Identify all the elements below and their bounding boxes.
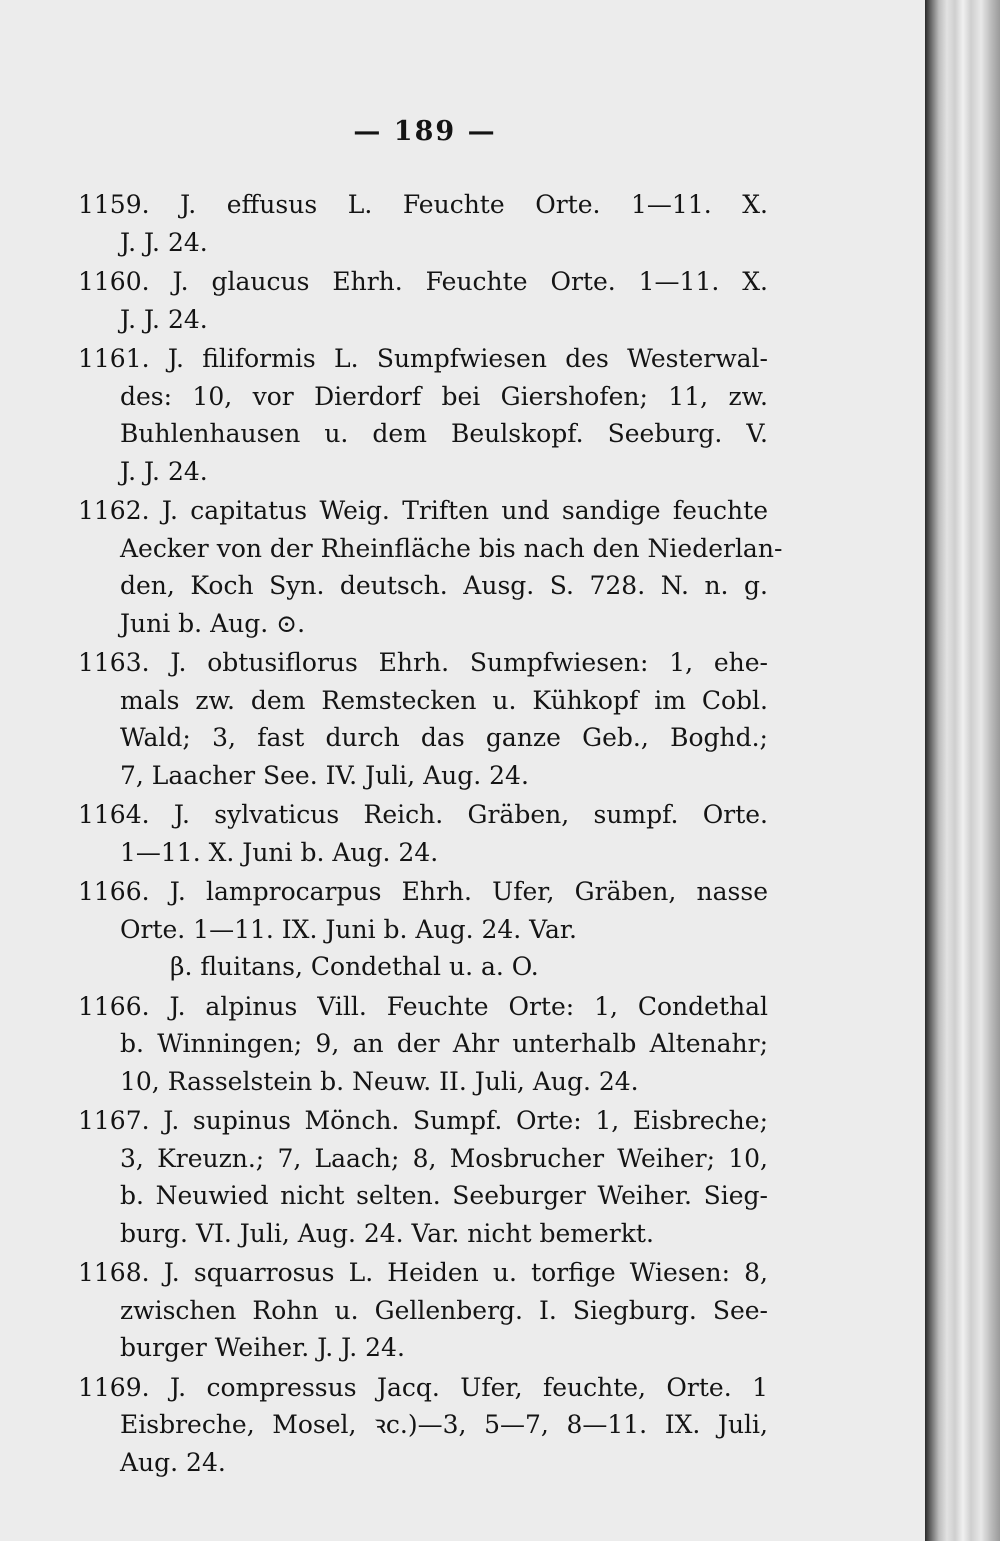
entry-line: den, Koch Syn. deutsch. Ausg. S. 728. N. n. g. [120,571,768,600]
entry-line: Juni b. Aug. ⊙. [120,608,306,638]
entry-line: 1166. J. alpinus Vill. Feuchte Orte: 1, Condethal [78,991,768,1021]
entry-line: 1164. J. sylvaticus Reich. Gräben, sumpf. Orte. [78,800,768,829]
entry-line: J. J. 2‍4. [120,304,208,334]
entry-line: Aug. 2‍4. [120,1447,226,1477]
entry-line: 1169. J. compressus Jacq. Ufer, feuchte, Orte. 1 [78,1372,768,1402]
entry-line: 1159. J. effusus L. Feuchte Orte. 1—11. X. [78,190,768,219]
entry-1161 [78,340,768,490]
entry-line: des: 10, vor Dierdorf bei Giershofen; 11, zw. [120,381,768,411]
entry-line: b. Winningen; 9, an der Ahr unterhalb Altenahr; [120,1029,768,1058]
entry-line: 1161. J. filiformis L. Sumpfwiesen des Westerwal- [78,344,768,373]
entry-line: Eisbreche, Mosel, ꝛc.)—3, 5—7, 8—11. IX. Juli, [120,1410,768,1439]
entry-line: J. J. 2‍4. [120,227,208,257]
book-gutter [925,0,1000,1541]
entry-1162 [78,492,783,642]
entry-line: 3, Kreuzn.; 7, Laach; 8, Mosbrucher Weiher; 10, [120,1143,768,1173]
entry-line: Wald; 3, fast durch das ganze Geb., Boghd.; [120,723,768,752]
species-list [78,186,783,1483]
entry-1169 [78,1369,768,1482]
entry-1166-alpinus [78,988,768,1101]
page-number: — 189 — [353,116,497,147]
entry-line: 1168. J. squarrosus L. Heiden u. torfige Wiesen: 8, [78,1258,768,1287]
entry-line: J. J. 2‍4. [120,456,208,486]
entry-line: Orte. 1—11. IX. Juni b. Aug. 2‍4. Var. [120,914,577,944]
entry-1166-lamprocarpus [78,873,768,986]
entry-1168 [78,1254,768,1367]
entry-line: 1—11. X. Juni b. Aug. 2‍4. [120,837,439,867]
entry-line: 10, Rasselstein b. Neuw. II. Juli, Aug. 2‍4. [120,1066,639,1096]
entry-1160 [78,263,768,338]
entry-line: 1163. J. obtusiflorus Ehrh. Sumpfwiesen: 1, ehe- [78,648,768,677]
entry-line: 1167. J. supinus Mönch. Sumpf. Orte: 1, Eisbreche; [78,1106,768,1135]
entry-1163 [78,644,768,794]
entry-line: burger Weiher. J. J. 2‍4. [120,1333,405,1362]
entry-line: 1166. J. lamprocarpus Ehrh. Ufer, Gräben, nasse [78,877,768,906]
entry-1159 [78,186,768,261]
entry-line: mals zw. dem Remstecken u. Kühkopf im Cobl. [120,685,768,715]
entry-line: Aecker von der Rheinfläche bis nach den Niederlan- [120,533,783,563]
entry-line: burg. VI. Juli, Aug. 2‍4. Var. nicht bemerkt. [120,1218,654,1248]
entry-line: 1160. J. glaucus Ehrh. Feuchte Orte. 1—11. X. [78,267,768,296]
entry-line: 1162. J. capitatus Weig. Triften und sandige feuchte [78,496,768,525]
entry-line: 7, Laacher See. IV. Juli, Aug. 2‍4. [120,760,529,790]
entry-line: Buhlenhausen u. dem Beulskopf. Seeburg. V. [120,419,768,448]
entry-line: zwischen Rohn u. Gellenberg. I. Siegburg. See- [120,1295,768,1325]
entry-1164 [78,796,768,871]
variety-line: β. fluitans, Condethal u. a. O. [170,952,539,981]
entry-line: b. Neuwied nicht selten. Seeburger Weiher. Sieg- [120,1181,768,1210]
entry-1167 [78,1102,768,1252]
